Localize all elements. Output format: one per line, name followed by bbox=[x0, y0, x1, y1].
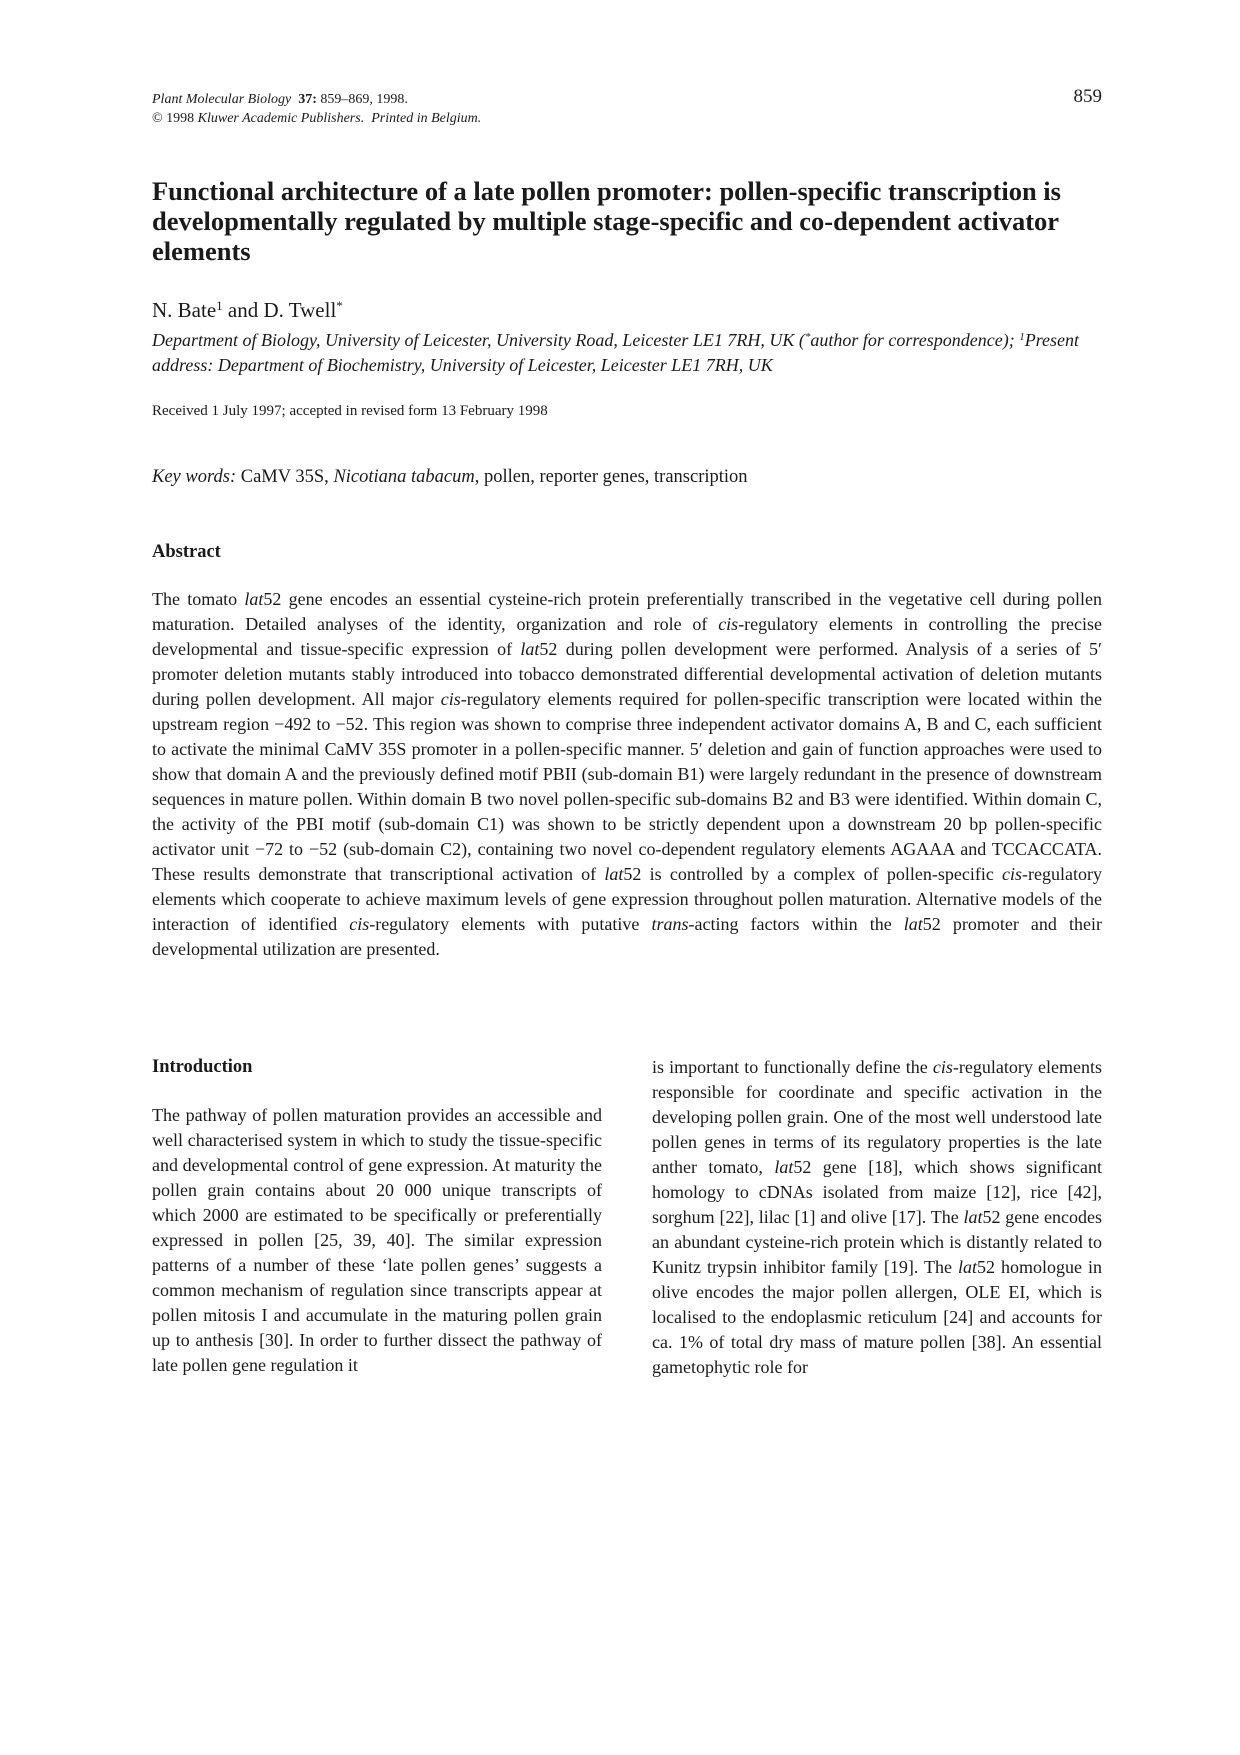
italic-term: trans bbox=[651, 914, 689, 934]
italic-term: cis bbox=[440, 689, 461, 709]
author-line bbox=[152, 297, 343, 323]
author-1: N. Bate bbox=[152, 298, 217, 322]
keywords-label: Key words: bbox=[152, 467, 237, 487]
gene-name: lat bbox=[963, 1207, 983, 1227]
journal-pages: 859–869, 1998. bbox=[320, 92, 408, 107]
text-run: 52 during pollen development were performed. Analysis of a series of 5′ promoter deletion mutants stably introduced into tobacco demonstrated differential developmental activation of deletion mutants during pollen development. All major bbox=[152, 639, 1102, 709]
text-run: The tomato bbox=[152, 589, 245, 609]
text-run: 52 gene encodes an abundant cysteine-rich protein which is distantly related to Kunitz trypsin inhibitor family [19]. The bbox=[652, 1207, 1103, 1277]
printed-in: Printed in Belgium. bbox=[371, 111, 482, 126]
gene-name: lat bbox=[903, 914, 923, 934]
gene-name: lat bbox=[958, 1257, 978, 1277]
journal-citation bbox=[152, 90, 481, 128]
introduction-heading: Introduction bbox=[152, 1057, 253, 1077]
journal-volume: 37: bbox=[298, 92, 317, 107]
affiliation bbox=[152, 328, 1112, 378]
abstract-heading: Abstract bbox=[152, 542, 221, 562]
affiliation-mark: 1 bbox=[1019, 331, 1025, 343]
text-run: -acting factors within the bbox=[688, 914, 904, 934]
author-1-affil-mark: 1 bbox=[216, 298, 223, 313]
received-dates: Received 1 July 1997; accepted in revised form 13 February 1998 bbox=[152, 403, 548, 419]
author-conjunction: and bbox=[222, 298, 264, 322]
keyword: , pollen, reporter genes, transcription bbox=[474, 467, 748, 487]
introduction-left-column: The pathway of pollen maturation provides an accessible and well characterised system in which to study the tissue-specific and developmental control of gene expression. At maturity the pollen grain contains about 20 000 unique transcripts of which 2000 are estimated to be specifically or preferentially expressed in pollen [25, 39, 40]. The similar expression patterns of a number of these ‘late pollen genes’ suggests a common mechanism of regulation since transcripts appear at pollen mitosis I and accumulate in the maturing pollen grain up to anthesis [30]. In order to further dissect the pathway of late pollen gene regulation it bbox=[152, 1105, 602, 1375]
italic-term: cis bbox=[718, 614, 739, 634]
journal-line bbox=[152, 90, 481, 109]
affiliation-text: Present address: Department of Biochemistry, University of Leicester, Leicester LE1 7RH, UK bbox=[152, 330, 1080, 375]
text-run: 52 promoter and their developmental utilization are presented. bbox=[152, 914, 1102, 959]
keyword: CaMV 35S, bbox=[236, 467, 334, 487]
journal-name: Plant Molecular Biology bbox=[152, 92, 292, 107]
publisher: Kluwer Academic Publishers. bbox=[197, 111, 365, 126]
affiliation-star: * bbox=[804, 331, 811, 343]
gene-name: lat bbox=[520, 639, 540, 659]
copyright-symbol: © bbox=[152, 111, 163, 126]
gene-name: lat bbox=[774, 1157, 794, 1177]
text-run: 52 homologue in olive encodes the major pollen allergen, OLE EI, which is localised to the endoplasmic reticulum [24] and accounts for ca. 1% of total dry mass of mature pollen [38]. An essential gametophytic role for bbox=[652, 1257, 1103, 1377]
text-run: -regulatory elements which cooperate to achieve maximum levels of gene expression throughout pollen maturation. Alternative models of the interaction of identified bbox=[152, 864, 1102, 934]
text-run: 52 is controlled by a complex of pollen-specific bbox=[623, 864, 1003, 884]
abstract-body bbox=[152, 587, 1102, 962]
gene-name: lat bbox=[244, 589, 264, 609]
keyword: Nicotiana tabacum bbox=[333, 467, 475, 487]
text-run: -regulatory elements required for pollen-specific transcription were located within the upstream region −492 to −52. This region was shown to comprise three independent activator domains A, B and C, each sufficient to activate the minimal CaMV 35S promoter in a pollen-specific manner. 5′ deletion and gain of function approaches were used to show that domain A and the previously defined motif PBII (sub-domain B1) were largely redundant in the presence of downstream sequences in mature pollen. Within domain B two novel pollen-specific sub-domains B2 and B3 were identified. Within domain C, the activity of the PBI motif (sub-domain C1) was shown to be strictly dependent upon a downstream 20 bp pollen-specific activator unit −72 to −52 (sub-domain C2), containing two novel co-dependent regulatory elements AGAAA and TCCACCATA. These results demonstrate that transcriptional activation of bbox=[152, 689, 1102, 884]
affiliation-text: author for correspondence); bbox=[810, 330, 1020, 350]
copyright-year: 1998 bbox=[166, 111, 195, 126]
introduction-right-column bbox=[652, 1055, 1102, 1380]
gene-name: lat bbox=[604, 864, 624, 884]
copyright-line bbox=[152, 109, 481, 128]
keywords bbox=[152, 465, 748, 489]
page-number: 859 bbox=[1073, 86, 1102, 107]
author-2-affil-mark: * bbox=[336, 298, 343, 313]
article-title: Functional architecture of a late pollen promoter: pollen-specific transcription is developmentally regulated by multiple stage-specific and co-dependent activator elements bbox=[152, 176, 1061, 266]
text-run: 52 gene [18], which shows significant homology to cDNAs isolated from maize [12], rice [42], sorghum [22], lilac [1] and olive [17]. The bbox=[652, 1157, 1102, 1227]
affiliation-text: Department of Biology, University of Leicester, University Road, Leicester LE1 7RH, UK ( bbox=[152, 330, 805, 350]
text-run: is important to functionally define the bbox=[652, 1057, 933, 1077]
text-run: 52 gene encodes an essential cysteine-rich protein preferentially transcribed in the vegetative cell during pollen maturation. Detailed analyses of the identity, organization and role of bbox=[152, 589, 1102, 634]
text-run: -regulatory elements in controlling the precise developmental and tissue-specific expression of bbox=[152, 614, 1102, 659]
text-run: -regulatory elements with putative bbox=[369, 914, 652, 934]
italic-term: cis bbox=[349, 914, 370, 934]
italic-term: cis bbox=[1002, 864, 1023, 884]
italic-term: cis bbox=[932, 1057, 953, 1077]
text-run: -regulatory elements responsible for coordinate and specific activation in the developing pollen grain. One of the most well understood late pollen genes in terms of its regulatory properties is the late anther tomato, bbox=[652, 1057, 1102, 1177]
author-2: D. Twell bbox=[263, 298, 337, 322]
